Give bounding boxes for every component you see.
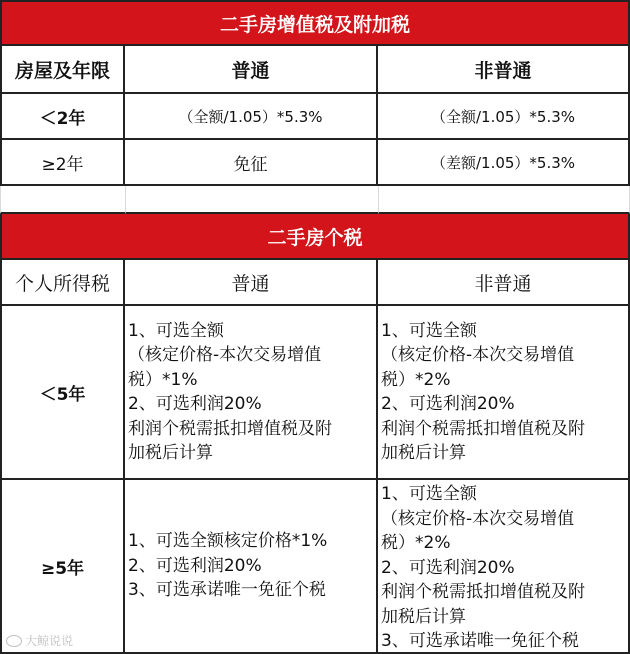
vat-row-over-2 xyxy=(0,140,630,186)
income-tax-row-under-5 xyxy=(0,306,630,480)
watermark-text: 大鲸说说 xyxy=(25,634,74,648)
rule-line: 1、可选全额 xyxy=(381,320,477,341)
vat-row-label: ＜2年 xyxy=(0,94,125,140)
rule-line: 3、可选承诺唯一免征个税 xyxy=(128,580,326,601)
rule-line: （核定价格-本次交易增值 xyxy=(381,345,575,365)
spacer-cell xyxy=(379,186,630,214)
rules-lines xyxy=(128,319,332,466)
rule-line: 利润个税需抵扣增值税及附 xyxy=(381,418,585,439)
rule-line: 加税后计算 xyxy=(128,443,213,463)
vat-header-row xyxy=(0,46,630,94)
income-tax-header-non-ordinary: 非普通 xyxy=(378,260,630,306)
spacer-row xyxy=(0,186,630,214)
vat-table-title: 二手房增值税及附加税 xyxy=(0,0,630,46)
income-tax-title-row xyxy=(0,214,630,260)
rule-line: （核定价格-本次交易增值 xyxy=(128,345,322,365)
vat-ordinary-value: 免征 xyxy=(125,140,378,186)
income-tax-ordinary-rules xyxy=(125,480,378,654)
weibo-icon xyxy=(6,635,22,647)
vat-header-non-ordinary: 非普通 xyxy=(378,46,630,94)
income-tax-header-row xyxy=(0,260,630,306)
rule-line: （核定价格-本次交易增值 xyxy=(381,508,575,529)
vat-title-row xyxy=(0,0,630,46)
rule-line: 2、可选利润20% xyxy=(128,394,262,414)
rules-lines xyxy=(381,319,585,466)
vat-row-under-2 xyxy=(0,94,630,140)
rule-line: 利润个税需抵扣增值税及附 xyxy=(381,582,585,602)
rule-line: 2、可选利润20% xyxy=(381,394,515,414)
spacer-cell xyxy=(0,186,126,214)
income-tax-table-title: 二手房个税 xyxy=(0,214,630,260)
rule-line: 1、可选全额核定价格*1% xyxy=(128,531,328,552)
rule-line: 1、可选全额 xyxy=(381,484,477,504)
income-tax-ordinary-rules xyxy=(125,306,378,480)
rules-lines xyxy=(128,529,327,603)
income-tax-row-over-5 xyxy=(0,480,630,654)
vat-non-ordinary-value: （差额/1.05）*5.3% xyxy=(378,140,630,186)
income-tax-non-ordinary-rules xyxy=(378,480,630,654)
rule-line: 税）*2% xyxy=(381,533,451,553)
rule-line: 3、可选承诺唯一免征个税 xyxy=(381,631,579,651)
rule-line: 1、可选全额 xyxy=(128,320,224,341)
vat-header-category: 房屋及年限 xyxy=(0,46,125,94)
rule-line: 2、可选利润20% xyxy=(128,555,262,576)
rule-line: 税）*1% xyxy=(128,369,198,390)
income-tax-header-ordinary: 普通 xyxy=(125,260,378,306)
rules-lines xyxy=(381,480,585,654)
income-tax-non-ordinary-rules xyxy=(378,306,630,480)
vat-row-label: ≥2年 xyxy=(0,140,125,186)
spacer-cell xyxy=(126,186,378,214)
income-tax-header-category: 个人所得税 xyxy=(0,260,125,306)
rule-line: 税）*2% xyxy=(381,369,451,390)
rule-line: 加税后计算 xyxy=(381,606,466,627)
rule-line: 利润个税需抵扣增值税及附 xyxy=(128,418,332,439)
income-tax-row-label: ≥5年 xyxy=(0,480,125,654)
watermark xyxy=(6,632,73,649)
vat-non-ordinary-value: （全额/1.05）*5.3% xyxy=(378,94,630,140)
income-tax-row-label: ＜5年 xyxy=(0,306,125,480)
vat-ordinary-value: （全额/1.05）*5.3% xyxy=(125,94,378,140)
vat-header-ordinary: 普通 xyxy=(125,46,378,94)
rule-line: 加税后计算 xyxy=(381,443,466,463)
rule-line: 2、可选利润20% xyxy=(381,557,515,578)
